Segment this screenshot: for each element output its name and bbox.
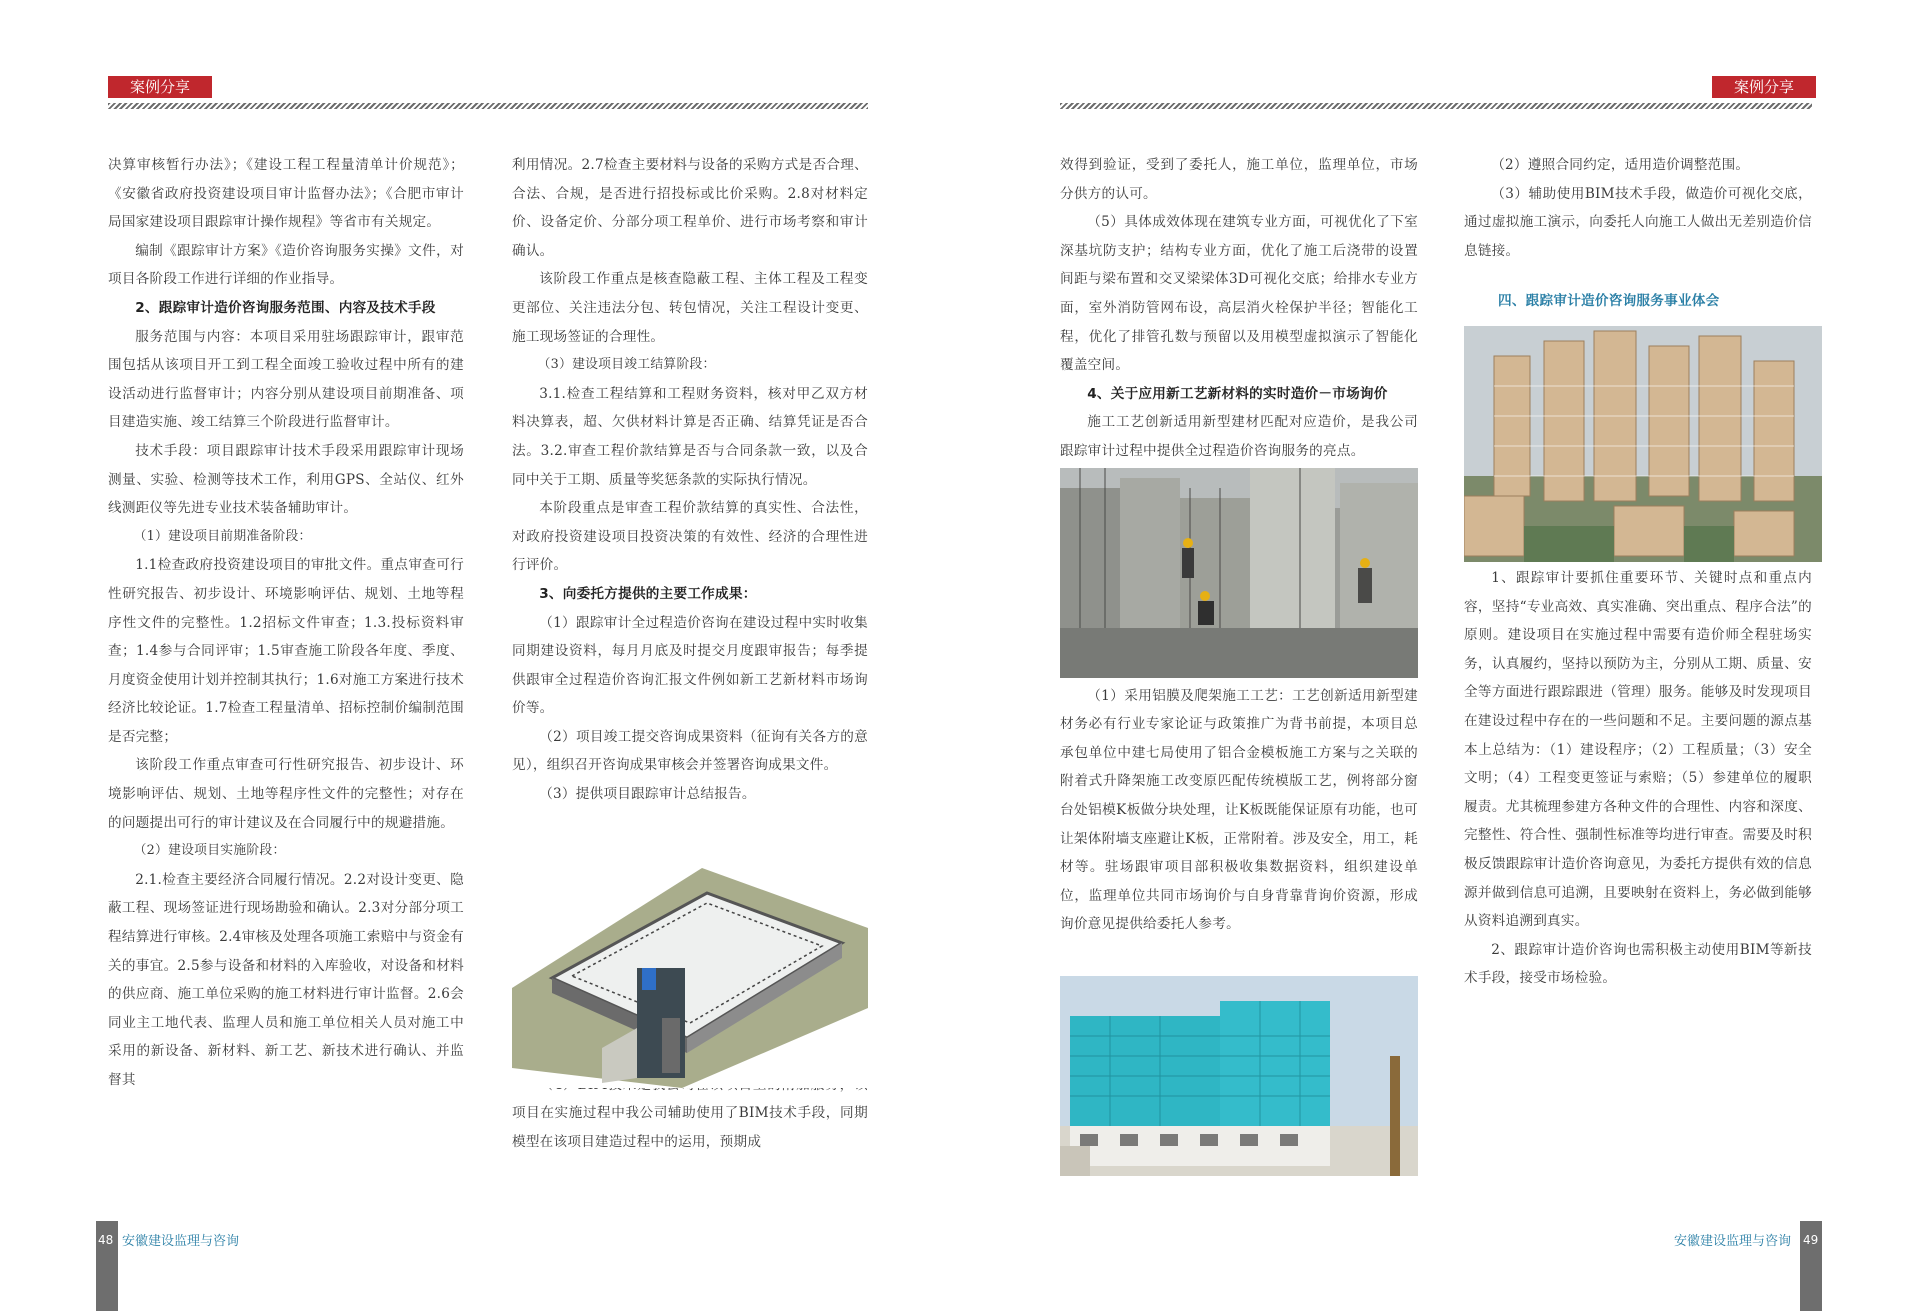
column-4 <box>1464 151 1812 993</box>
paragraph: （1）跟踪审计全过程造价咨询在建设过程中实时收集同期建设资料，每月月底及时提交月度跟审报告；每季提供跟审全过程造价咨询汇报文件例如新工艺新材料市场询价等。 <box>512 614 868 717</box>
sub-heading: （2）建设项目实施阶段： <box>133 843 286 859</box>
magazine-title: 安徽建设监理与咨询 <box>1674 1234 1792 1249</box>
paragraph: 1、跟踪审计要抓住重要环节、关键时点和重点内容，坚持“专业高效、真实准确、突出重点、程序合法”的原则。建设项目在实施过程中需要有造价师全程驻场实务，认真履约，坚持以预防为主，分别从工期、质量、安全等方面进行跟踪跟进（管理）服务。能够及时发现项目在建设过程中存在的一些问题和不足。主要问题的源点基本上总结为：（1）建设程序；（2）工程质量；（3）安全文明；（4）工程变更签证与索赔；（5）参建单位的履职履责。尤其梳理参建方各种文件的合理性、内容和深度、完整性、符合性、强制性标准等均进行审查。需要及时积极反馈跟踪审计造价咨询意见，为委托方提供有效的信息源并做到信息可追溯，且要映射在资料上，务必做到能够从资料追溯到真实。 <box>1464 569 1812 930</box>
paragraph: 服务范围与内容：本项目采用驻场跟踪审计，跟审范围包括从该项目开工到工程全面竣工验收过程中所有的建设活动进行监督审计；内容分别从建设项目前期准备、项目建造实施、竣工结算三个阶段进行监督审计。 <box>108 328 464 431</box>
paragraph: （1）采用铝膜及爬架施工工艺：工艺创新适用新型建材务必有行业专家论证与政策推广为背书前提，本项目总承包单位中建七局使用了铝合金模板施工方案与之关联的附着式升降架施工改变原匹配传统模版工艺，例将部分窗台处铝模K板做分块处理，让K板既能保证原有功能，也可让架体附墙支座避让K板，正常附着。涉及安全，用工，耗材等。驻场跟审项目部积极收集数据资料，组织建设单位，监理单位共同市场询价与自身背靠背询价资源，形成询价意见提供给委托人参考。 <box>1060 687 1418 933</box>
header-rule <box>108 103 868 109</box>
paragraph: 3.1.检查工程结算和工程财务资料，核对甲乙双方材料决算表，超、欠供材料计算是否正确、结算凭证是否合法。3.2.审查工程价款结算是否与合同条款一致，以及合同中关于工期、质量等奖惩条款的实际执行情况。 <box>512 385 868 488</box>
paragraph: （2）遵照合同约定，适用造价调整范围。 <box>1491 157 1750 173</box>
aerial-residential-photo <box>1464 326 1822 562</box>
construction-site-photo <box>1060 468 1418 678</box>
bim-foundation-pit-figure <box>512 868 868 1088</box>
paragraph: （2）项目竣工提交咨询成果资料（征询有关各方的意见），组织召开咨询成果审核会并签署咨询成果文件。 <box>512 728 868 774</box>
section-tag: 案例分享 <box>1712 76 1816 98</box>
residential-towers-photo <box>1464 326 1822 562</box>
climbing-frame-photo <box>1060 976 1418 1176</box>
paragraph: （5）具体成效体现在建筑专业方面，可视优化了下室深基坑防支护；结构专业方面，优化了施工后浇带的设置间距与梁布置和交叉梁梁体3D可视化交底；给排水专业方面，室外消防管网布设，高层消火栓保护半径；智能化工程，优化了排管孔数与预留以及用模型虚拟演示了智能化覆盖空间。 <box>1060 214 1418 374</box>
paragraph: （3）提供项目跟踪审计总结报告。 <box>539 786 756 803</box>
paragraph: 利用情况。2.7检查主要材料与设备的采购方式是否合理、合法、合规，是否进行招投标或比价采购。2.8对材料定价、设备定价、分部分项工程单价、进行市场考察和审计确认。 <box>512 157 868 259</box>
paragraph: 该阶段工作重点是核查隐蔽工程、主体工程及工程变更部位、关注违法分包、转包情况，关注工程设计变更、施工现场签证的合理性。 <box>512 271 868 345</box>
section-heading: 4、关于应用新工艺新材料的实时造价－市场询价 <box>1087 385 1388 402</box>
paragraph: 决算审核暂行办法》；《建设工程工程量清单计价规范》；《安徽省政府投资建设项目审计监督办法》；《合肥市审计局国家建设项目跟踪审计操作规程》等省市有关规定。 <box>108 157 464 231</box>
page-number: 49 <box>1803 1233 1819 1247</box>
right-page <box>960 0 1920 1311</box>
aluminum-formwork-photo <box>1060 468 1418 678</box>
paragraph: 2.1.检查主要经济合同履行情况。2.2对设计变更、隐蔽工程、现场签证进行现场勘验和确认。2.3对分部分项工程结算进行审核。2.4审核及处理各项施工索赔中与资金有关的事宜。2.5参与设备和材料的入库验收，对设备和材料的供应商、施工单位采购的施工材料进行审计监督。2.6会同业主工地代表、监理人员和施工单位相关人员对施工中采用的新设备、新材料、新工艺、新技术进行确认、并监督其 <box>108 871 464 1088</box>
header-rule <box>1060 103 1812 109</box>
section-tag: 案例分享 <box>108 76 212 98</box>
paragraph: （3）辅助使用BIM技术手段，做造价可视化交底，通过虚拟施工演示，向委托人向施工人做出无差别造价信息链接。 <box>1464 185 1812 259</box>
section-heading-blue: 四、跟踪审计造价咨询服务事业体会 <box>1498 293 1720 310</box>
paragraph: 1.1检查政府投资建设项目的审批文件。重点审查可行性研究报告、初步设计、环境影响评估、规划、土地等程序性文件的完整性。1.2招标文件审查；1.3.投标资料审查；1.4参与合同评审；1.5审查施工阶段各年度、季度、月度资金使用计划并控制其执行；1.6对施工方案进行技术经济比较论证。1.7检查工程量清单、招标控制价编制范围是否完整； <box>108 557 464 745</box>
paragraph: 本阶段重点是审查工程价款结算的真实性、合法性，对政府投资建设项目投资决策的有效性、经济的合理性进行评价。 <box>512 500 868 574</box>
section-heading: 2、跟踪审计造价咨询服务范围、内容及技术手段 <box>135 299 436 316</box>
sub-heading: （1）建设项目前期准备阶段： <box>133 528 312 544</box>
paragraph: 效得到验证，受到了委托人，施工单位，监理单位，市场分供方的认可。 <box>1060 157 1418 202</box>
paragraph: 项目在实施过程中我公司辅助使用了BIM技术手段，同期模型在该项目建造过程中的运用，预期成 <box>512 1105 868 1150</box>
paragraph: 施工工艺创新适用新型建材匹配对应造价，是我公司跟踪审计过程中提供全过程造价咨询服务的亮点。 <box>1060 414 1418 459</box>
paragraph: 2、跟踪审计造价咨询也需积极主动使用BIM等新技术手段，接受市场检验。 <box>1464 941 1812 987</box>
magazine-title: 安徽建设监理与咨询 <box>122 1234 240 1249</box>
page-number: 48 <box>98 1233 114 1247</box>
paragraph: 该阶段工作重点审查可行性研究报告、初步设计、环境影响评估、规划、土地等程序性文件的完整性；对存在的问题提出可行的审计建议及在合同履行中的规避措施。 <box>108 757 464 831</box>
sub-heading: （3）建设项目竣工结算阶段： <box>537 357 716 373</box>
bim-model-image <box>512 868 868 1088</box>
column-1 <box>108 151 464 1095</box>
section-heading: 3、向委托方提供的主要工作成果： <box>539 585 757 602</box>
paragraph: 编制《跟踪审计方案》《造价咨询服务实操》文件，对项目各阶段工作进行详细的作业指导。 <box>108 242 464 288</box>
building-with-protective-net-photo <box>1060 976 1418 1176</box>
paragraph: 技术手段：项目跟踪审计技术手段采用跟踪审计现场测量、实验、检测等技术工作，利用GPS、全站仪、红外线测距仪等先进专业技术装备辅助审计。 <box>108 442 464 517</box>
